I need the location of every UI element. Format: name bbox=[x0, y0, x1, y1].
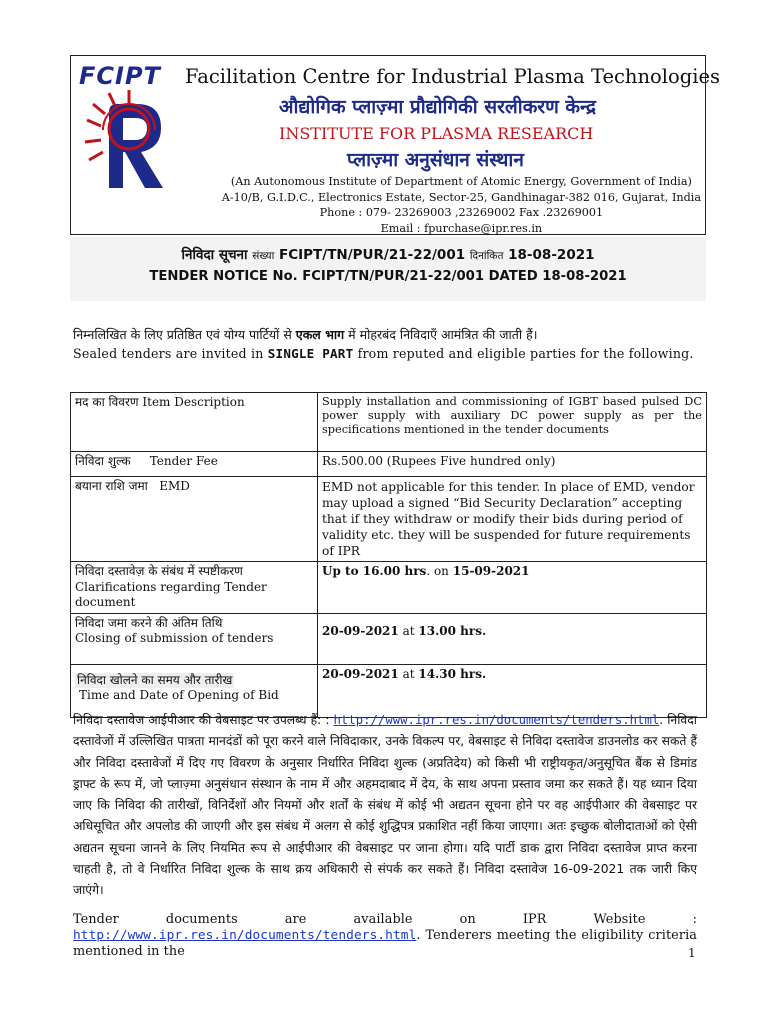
label-hi: निविदा खोलने का समय और तारीख bbox=[77, 672, 233, 687]
para-hi-body: . निविदा दस्तावेजों में उल्लिखित पात्रता मानदंडों को पूरा करने वाले निविदाकार, उनके विकल्प पर, वेबसाइट से निविदा दस्तावेज डाउनलोड कर सकते हैं और निविदा दस्तावेजों में दिए गए विवरण के अनुसार निर्धारित निविदा शुल्क (अप्रतिदेय) को किसी भी राष्ट्रीयकृत/अनुसूचित बैंक से डिमांड ड्राफ्ट के रूप में, जो प्लाज़्मा अनुसंधान संस्थान के नाम में और अहमदाबाद में देय, के साथ अपना प्रस्ताव जमा कर सकते हैं। यह ध्यान दिया जाए कि निविदा की तारीखों, विनिर्देशों और नियमों और शर्तों के संबंध में कोई भी अद्यतन सूचना होने पर वह आईपीआर की वेबसाइट पर अधिसूचित और अपलोड की जाएगी और इस संबंध में अलग से कोई शुद्धिपत्र प्रकाशित नहीं किया जाएगा। अतः इच्छुक बोलीदाताओं को ऐसी अद्यतन सूचना जानने के लिए नियमित रूप से आईपीआर की वेबसाइट पर जाना होगा। यदि पार्टी डाक द्वारा निविदा दस्तावेज प्राप्त करना चाहती है, तो वे निर्धारित निविदा शुल्क के साथ क्रय अधिकारी से संपर्क कर सकते हैं। निविदा दस्तावेज 16-09-2021 तक जारी किए जाएंगे। bbox=[73, 713, 697, 898]
institute-title-hi: प्लाज़्मा अनुसंधान संस्थान bbox=[347, 149, 524, 171]
table-row bbox=[71, 562, 707, 614]
closing-date-value bbox=[318, 613, 707, 664]
label-en: Tender Fee bbox=[149, 454, 218, 468]
tender-notice-band bbox=[70, 237, 706, 301]
value-part: . on bbox=[426, 564, 449, 578]
intro-english bbox=[73, 346, 707, 362]
tenders-page-link[interactable]: http://www.ipr.res.in/documents/tenders.html bbox=[333, 713, 660, 727]
tender-fee-value: Rs.500.00 (Rupees Five hundred only) bbox=[318, 452, 707, 477]
address-block bbox=[222, 174, 701, 236]
intro-hindi bbox=[73, 326, 537, 343]
tender-notice-en: TENDER NOTICE No. FCIPT/TN/PUR/21-22/001 DATED 18-08-2021 bbox=[149, 269, 627, 284]
notice-number: FCIPT/TN/PUR/21-22/001 bbox=[279, 247, 466, 263]
hindi-paragraph bbox=[73, 710, 697, 902]
fcipt-logo-icon bbox=[79, 90, 169, 192]
clarifications-value bbox=[318, 562, 707, 614]
address-line: (An Autonomous Institute of Department of Atomic Energy, Government of India) bbox=[230, 175, 692, 188]
tender-fee-label bbox=[71, 452, 318, 477]
label-hi: निविदा शुल्क bbox=[75, 454, 131, 468]
label-en: Clarifications regarding Tender document bbox=[75, 579, 267, 609]
tender-notice-hi bbox=[70, 245, 706, 263]
page-number: 1 bbox=[688, 946, 696, 960]
label-hi: निविदा जमा करने की अंतिम तिथि bbox=[75, 615, 223, 630]
para-hi-lead: निविदा दस्तावेज आईपीआर की वेबसाइट पर उपलब्ध हैं: : bbox=[73, 713, 330, 727]
item-description-label bbox=[71, 393, 318, 452]
label-hi: निविदा दस्तावेज़ के संबंध में स्पष्टीकरण bbox=[75, 564, 243, 578]
label-en: Closing of submission of tenders bbox=[75, 631, 274, 645]
intro-hi-text: में मोहरबंद निविदाएँ आमंत्रित की जाती हैं। bbox=[348, 327, 538, 342]
tender-details-table bbox=[70, 392, 707, 718]
notice-label-hi: निविदा सूचना bbox=[181, 247, 248, 263]
table-row bbox=[71, 477, 707, 562]
value-part: 20-09-2021 bbox=[322, 623, 399, 638]
value-part: at bbox=[402, 623, 415, 638]
value-part: Up to 16.00 hrs bbox=[322, 564, 427, 578]
value-part: 15-09-2021 bbox=[452, 564, 530, 578]
table-row bbox=[71, 393, 707, 452]
intro-en-text: Sealed tenders are invited in bbox=[73, 346, 264, 361]
centre-title-en: Facilitation Centre for Industrial Plasma Technologies bbox=[185, 65, 721, 88]
item-description-value: Supply installation and commissioning of IGBT based pulsed DC power supply with auxiliary DC power supply as per the specifications mentioned in the tender documents bbox=[318, 393, 707, 452]
table-row bbox=[71, 613, 707, 664]
logo-text: FCIPT bbox=[79, 62, 161, 90]
intro-en-bold: SINGLE PART bbox=[267, 346, 354, 361]
letterhead bbox=[70, 55, 721, 235]
notice-date-label-hi: दिनांकित bbox=[469, 250, 504, 262]
clarifications-label bbox=[71, 562, 318, 614]
label-hi: मद का विवरण bbox=[75, 395, 139, 409]
closing-date-label bbox=[71, 613, 318, 664]
value-part: 20-09-2021 bbox=[322, 666, 399, 681]
intro-en-text: from reputed and eligible parties for the following. bbox=[357, 346, 694, 361]
para-en-body: . Tenderers meeting the eligibility criteria mentioned in the bbox=[73, 928, 697, 959]
emd-value: EMD not applicable for this tender. In place of EMD, vendor may upload a signed “Bid Security Declaration” accepting that if they withdraw or modify their bids during period of validity etc. they will be suspended for future requirements of IPR bbox=[318, 477, 707, 562]
table-row bbox=[71, 452, 707, 477]
emd-label bbox=[71, 477, 318, 562]
value-part: at bbox=[402, 666, 415, 681]
notice-date: 18-08-2021 bbox=[508, 247, 595, 263]
label-en: Item Description bbox=[142, 395, 245, 409]
email-line: Email : fpurchase@ipr.res.in bbox=[380, 221, 543, 235]
label-en: Time and Date of Opening of Bid bbox=[79, 688, 279, 702]
institute-title-en: INSTITUTE FOR PLASMA RESEARCH bbox=[279, 124, 594, 143]
english-paragraph bbox=[73, 912, 697, 960]
label-en: EMD bbox=[159, 479, 190, 493]
para-en-lead: Tender documents are available on IPR Website : bbox=[73, 912, 697, 927]
intro-hi-text: निम्नलिखित के लिए प्रतिष्ठित एवं योग्य पार्टियों से bbox=[73, 327, 292, 342]
phone-line: Phone : 079- 23269003 ,23269002 Fax .23269001 bbox=[319, 206, 604, 219]
label-hi: बयाना राशि जमा bbox=[75, 479, 148, 493]
tenders-page-link[interactable]: http://www.ipr.res.in/documents/tenders.html bbox=[73, 928, 417, 943]
intro-hi-bold: एकल भाग bbox=[295, 327, 345, 342]
centre-title-hi: औद्योगिक प्लाज़्मा प्रौद्योगिकी सरलीकरण केन्द्र bbox=[279, 96, 596, 118]
notice-number-label-hi: संख्या bbox=[252, 250, 275, 262]
value-part: 13.00 hrs. bbox=[418, 623, 487, 638]
value-part: 14.30 hrs. bbox=[418, 666, 487, 681]
address-line: A-10/B, G.I.D.C., Electronics Estate, Sector-25, Gandhinagar-382 016, Gujarat, India bbox=[221, 190, 701, 204]
